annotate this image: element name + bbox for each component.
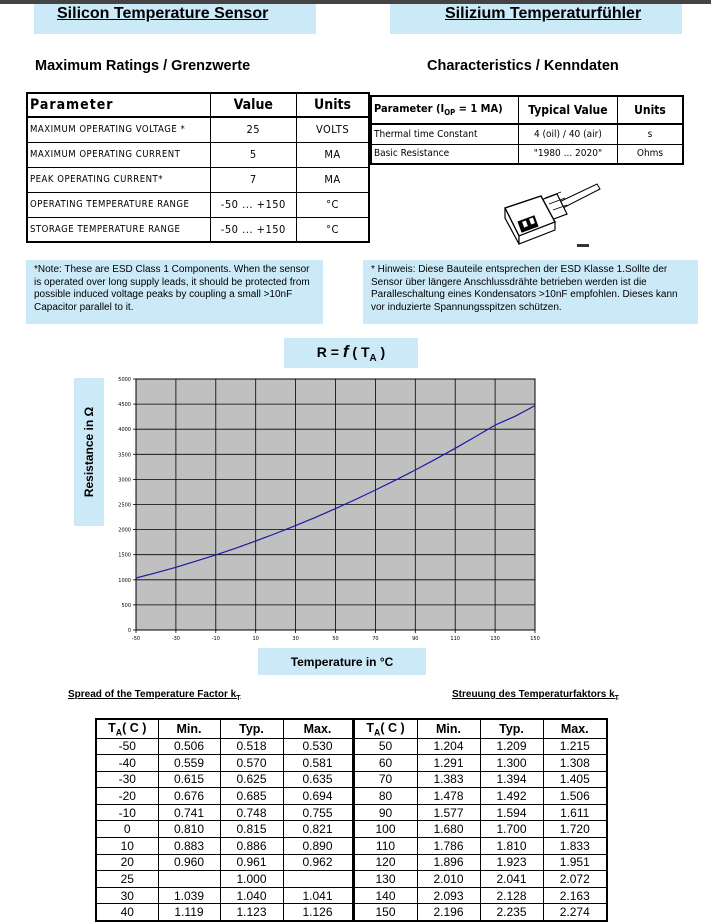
spread-title-en — [68, 689, 240, 702]
x-tick-label: 30 — [292, 636, 299, 642]
y-tick-label: 1500 — [118, 552, 131, 559]
y-tick-label: 4500 — [118, 402, 131, 409]
spread-cell: 1.700 — [480, 821, 543, 838]
resistance-series-line — [136, 406, 535, 578]
spread-cell: 0.581 — [283, 755, 353, 772]
ratings-cell-parameter: OPERATING TEMPERATURE RANGE — [27, 192, 210, 217]
ratings-cell-units: MA — [297, 167, 369, 192]
spread-cell: 90 — [353, 804, 417, 821]
chart-title: R = f ( $T_A$ ) — [316, 342, 386, 364]
spread-cell: 1.478 — [417, 788, 480, 805]
spread-cell: 140 — [353, 887, 417, 904]
ratings-cell-units: VOLTS — [297, 117, 369, 142]
spread-cell: -40 — [96, 755, 158, 772]
spread-cell: 0.748 — [220, 804, 283, 821]
spread-cell: 110 — [353, 838, 417, 855]
y-tick-label: 3500 — [118, 452, 131, 459]
spread-cell: 0.694 — [283, 788, 353, 805]
spread-cell: 1.119 — [158, 904, 220, 921]
page-title-de: Silizium Temperaturfühler — [445, 5, 642, 22]
spread-cell: 1.394 — [480, 771, 543, 788]
spread-cell: 130 — [353, 871, 417, 888]
spread-cell: 1.577 — [417, 804, 480, 821]
spread-cell: 70 — [353, 771, 417, 788]
ratings-header-units: Units — [297, 93, 369, 117]
characteristics-cell-value: "1980 ... 2020" — [518, 144, 617, 164]
spread-cell: 0.755 — [283, 804, 353, 821]
ratings-cell-parameter: STORAGE TEMPERATURE RANGE — [27, 217, 210, 242]
spread-cell: 1.786 — [417, 838, 480, 855]
spread-cell: 1.041 — [283, 887, 353, 904]
spread-row — [96, 755, 607, 772]
ratings-cell-parameter: MAXIMUM OPERATING VOLTAGE * — [27, 117, 210, 142]
spread-cell: 0.625 — [220, 771, 283, 788]
x-tick-label: 110 — [450, 636, 460, 642]
spread-row — [96, 771, 607, 788]
sensor-illustration — [495, 178, 605, 252]
spread-cell: 0.559 — [158, 755, 220, 772]
ratings-title: Maximum Ratings / Grenzwerte — [35, 58, 251, 74]
ratings-row — [27, 167, 369, 192]
characteristics-header-value: Typical Value — [518, 96, 617, 124]
spread-row — [96, 821, 607, 838]
spread-cell: 2.196 — [417, 904, 480, 921]
characteristics-cell-units: s — [617, 124, 683, 144]
characteristics-cell-value: 4 (oil) / 40 (air) — [518, 124, 617, 144]
spread-cell: 0.741 — [158, 804, 220, 821]
ratings-cell-parameter: MAXIMUM OPERATING CURRENT — [27, 142, 210, 167]
y-axis-label-box — [74, 378, 104, 526]
spread-cell: 2.010 — [417, 871, 480, 888]
spread-cell — [283, 871, 353, 888]
y-tick-label: 2500 — [118, 502, 131, 509]
spread-cell: 1.000 — [220, 871, 283, 888]
spread-cell: 0.821 — [283, 821, 353, 838]
ratings-row — [27, 142, 369, 167]
characteristics-cell-units: Ohms — [617, 144, 683, 164]
spread-cell: 1.405 — [543, 771, 607, 788]
spread-cell: 60 — [353, 755, 417, 772]
spread-row — [96, 838, 607, 855]
ratings-header-value: Value — [210, 93, 297, 117]
page-title-en: Silicon Temperature Sensor — [57, 5, 269, 22]
spread-cell: 1.951 — [543, 854, 607, 871]
characteristics-cell-parameter: Thermal time Constant — [371, 124, 518, 144]
spread-cell: 1.383 — [417, 771, 480, 788]
note-en: *Note: These are ESD Class 1 Components. When the sensor is operated over long supply leads, it should be protected from possible induced voltage peaks by coupling a small >10nF Capacitor parallel to it. — [26, 260, 323, 324]
spread-cell: -30 — [96, 771, 158, 788]
spread-cell: 0.815 — [220, 821, 283, 838]
spread-cell: -50 — [96, 738, 158, 755]
spread-cell: 1.291 — [417, 755, 480, 772]
x-tick-label: -10 — [211, 636, 220, 642]
ratings-cell-value: 5 — [210, 142, 297, 167]
spread-header: Max. — [543, 719, 607, 738]
ratings-table — [26, 92, 370, 243]
ratings-row — [27, 192, 369, 217]
spread-header: Min. — [158, 719, 220, 738]
spread-cell: 80 — [353, 788, 417, 805]
spread-cell: 2.274 — [543, 904, 607, 921]
x-tick-label: 10 — [252, 636, 259, 642]
spread-row — [96, 788, 607, 805]
spread-cell: 40 — [96, 904, 158, 921]
spread-cell: 150 — [353, 904, 417, 921]
spread-cell: 0.635 — [283, 771, 353, 788]
spread-header: Typ. — [480, 719, 543, 738]
spread-cell: 1.680 — [417, 821, 480, 838]
spread-cell: 1.215 — [543, 738, 607, 755]
spread-cell: 120 — [353, 854, 417, 871]
spread-header: Min. — [417, 719, 480, 738]
ratings-cell-value: -50 ... +150 — [210, 192, 297, 217]
spread-row — [96, 804, 607, 821]
spread-cell: 25 — [96, 871, 158, 888]
ratings-cell-units: MA — [297, 142, 369, 167]
spread-cell: 10 — [96, 838, 158, 855]
spread-title-en-text: Spread of the Temperature Factor $k_T$ — [68, 689, 241, 702]
spread-row — [96, 887, 607, 904]
spread-cell: 0.685 — [220, 788, 283, 805]
x-tick-label: -50 — [131, 636, 141, 642]
x-tick-label: 90 — [412, 636, 419, 642]
spread-cell: 0.570 — [220, 755, 283, 772]
ratings-row — [27, 117, 369, 142]
spread-cell: 1.810 — [480, 838, 543, 855]
spread-cell: 0.890 — [283, 838, 353, 855]
spread-cell: 0.530 — [283, 738, 353, 755]
ratings-cell-value: 25 — [210, 117, 297, 142]
ratings-cell-units: °C — [297, 192, 369, 217]
ratings-header-parameter: Parameter — [27, 93, 210, 117]
spread-cell: 2.072 — [543, 871, 607, 888]
note-de: * Hinweis: Diese Bauteile entsprechen der ESD Klasse 1.Sollte der Sensor über längere Anschlussdrähte betrieben werden ist die Paralleschaltung eines Kondensators >10nF empfohlen. Dieses kann vor induzierte Spannungsspitzen schützen. — [363, 260, 698, 324]
spread-cell: 0.518 — [220, 738, 283, 755]
spread-title-de-text: Streuung des Temperaturfaktors $k_T$ — [452, 689, 619, 702]
spread-cell: 1.039 — [158, 887, 220, 904]
y-tick-label: 3000 — [118, 477, 131, 484]
spread-header: Typ. — [220, 719, 283, 738]
spread-cell: 1.896 — [417, 854, 480, 871]
spread-cell: 50 — [353, 738, 417, 755]
spread-row — [96, 871, 607, 888]
x-axis-label: Temperature in °C — [290, 654, 394, 669]
spread-table — [95, 718, 608, 922]
spread-cell: 2.128 — [480, 887, 543, 904]
spread-cell: 0.960 — [158, 854, 220, 871]
spread-cell: 20 — [96, 854, 158, 871]
x-axis-label-box — [258, 648, 426, 675]
spread-cell: 2.093 — [417, 887, 480, 904]
spread-cell: 2.235 — [480, 904, 543, 921]
y-tick-label: 1000 — [118, 577, 131, 584]
spread-cell: 1.204 — [417, 738, 480, 755]
spread-row — [96, 738, 607, 755]
spread-cell: 1.833 — [543, 838, 607, 855]
ratings-cell-value: 7 — [210, 167, 297, 192]
characteristics-header-parameter: Parameter ($I_{OP} = 1$ MA) — [371, 96, 518, 124]
x-tick-label: 130 — [490, 636, 500, 642]
spread-cell: 0.962 — [283, 854, 353, 871]
spread-row — [96, 854, 607, 871]
spread-cell: 2.041 — [480, 871, 543, 888]
ratings-row — [27, 217, 369, 242]
spread-cell — [158, 871, 220, 888]
spread-cell: 1.300 — [480, 755, 543, 772]
y-tick-label: 500 — [121, 602, 131, 609]
y-tick-label: 2000 — [118, 527, 131, 534]
spread-cell: 1.209 — [480, 738, 543, 755]
spread-cell: -20 — [96, 788, 158, 805]
spread-row — [96, 904, 607, 921]
y-axis-label: Resistance in Ω — [82, 406, 97, 498]
spread-cell: 1.720 — [543, 821, 607, 838]
spread-cell: 0.883 — [158, 838, 220, 855]
ratings-cell-units: °C — [297, 217, 369, 242]
spread-cell: 1.611 — [543, 804, 607, 821]
spread-cell: 1.040 — [220, 887, 283, 904]
spread-cell: -10 — [96, 804, 158, 821]
y-tick-label: 0 — [127, 628, 131, 634]
y-tick-label: 4000 — [118, 427, 131, 434]
plot-area — [136, 379, 535, 630]
spread-cell: 2.163 — [543, 887, 607, 904]
characteristics-row — [371, 124, 683, 144]
x-tick-label: 150 — [530, 636, 540, 642]
characteristics-table — [370, 95, 684, 165]
spread-title-de — [452, 689, 619, 702]
spread-header: Max. — [283, 719, 353, 738]
spread-cell: 1.923 — [480, 854, 543, 871]
spread-cell: 0.886 — [220, 838, 283, 855]
spread-cell: 1.594 — [480, 804, 543, 821]
spread-cell: 0.961 — [220, 854, 283, 871]
spread-cell: 30 — [96, 887, 158, 904]
spread-cell: 0.615 — [158, 771, 220, 788]
spread-cell: 1.492 — [480, 788, 543, 805]
spread-cell: 0 — [96, 821, 158, 838]
y-tick-label: 5000 — [118, 377, 131, 383]
spread-header: $T_A$( C ) — [96, 719, 158, 738]
characteristics-title: Characteristics / Kenndaten — [427, 58, 619, 74]
x-tick-label: -30 — [171, 636, 180, 642]
spread-cell: 0.810 — [158, 821, 220, 838]
characteristics-row — [371, 144, 683, 164]
spread-cell: 0.676 — [158, 788, 220, 805]
ratings-cell-value: -50 ... +150 — [210, 217, 297, 242]
spread-cell: 1.126 — [283, 904, 353, 921]
characteristics-header-units: Units — [617, 96, 683, 124]
spread-cell: 1.506 — [543, 788, 607, 805]
x-tick-label: 70 — [372, 636, 379, 642]
chart-title-box — [284, 338, 418, 368]
spread-cell: 1.308 — [543, 755, 607, 772]
spread-header: $T_A$( C ) — [353, 719, 417, 738]
spread-cell: 100 — [353, 821, 417, 838]
x-tick-label: 50 — [332, 636, 339, 642]
ratings-cell-parameter: PEAK OPERATING CURRENT* — [27, 167, 210, 192]
characteristics-cell-parameter: Basic Resistance — [371, 144, 518, 164]
spread-cell: 1.123 — [220, 904, 283, 921]
spread-cell: 0.506 — [158, 738, 220, 755]
